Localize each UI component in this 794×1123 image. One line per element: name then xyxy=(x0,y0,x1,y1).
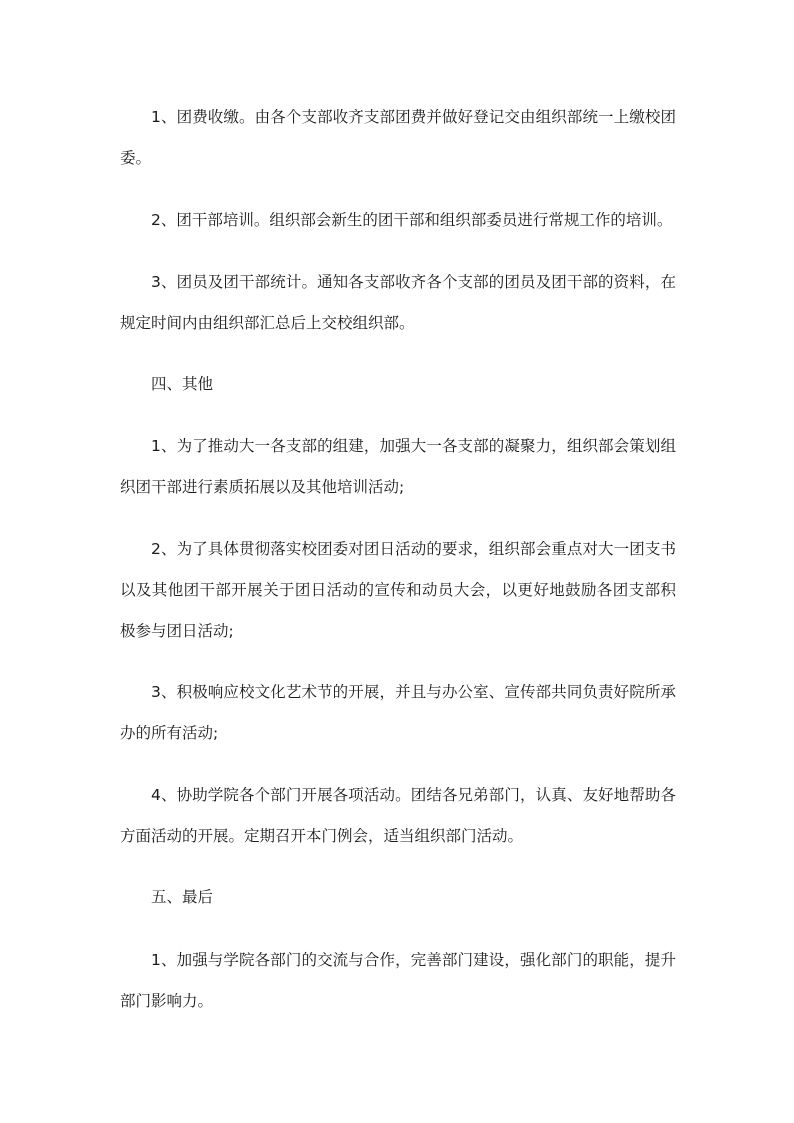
paragraph-cadre-training: 2、团干部培训。组织部会新生的团干部和组织部委员进行常规工作的培训。 xyxy=(151,211,673,229)
paragraph-freshman-branches: 1、为了推动大一各支部的组建，加强大一各支部的凝聚力，组织部会策划组织团干部进行素质拓展以及其他培训活动; xyxy=(120,437,676,496)
paragraph-member-statistics: 3、团员及团干部统计。通知各支部收齐各个支部的团员及团干部的资料，在规定时间内由组织部汇总后上交校组织部。 xyxy=(120,273,676,332)
paragraph-assist-departments: 4、协助学院各个部门开展各项活动。团结各兄弟部门，认真、友好地帮助各方面活动的开展。定期召开本门例会，适当组织部门活动。 xyxy=(120,786,676,845)
section-heading-finally: 五、最后 xyxy=(151,888,214,906)
paragraph-strengthen-exchange: 1、加强与学院各部门的交流与合作，完善部门建设，强化部门的职能，提升部门影响力。 xyxy=(120,951,676,1010)
section-heading-other: 四、其他 xyxy=(151,375,214,393)
paragraph-league-fee: 1、团费收缴。由各个支部收齐支部团费并做好登记交由组织部统一上缴校团委。 xyxy=(120,108,676,167)
paragraph-art-festival: 3、积极响应校文化艺术节的开展，并且与办公室、宣传部共同负责好院所承办的所有活动; xyxy=(120,683,676,742)
paragraph-league-day: 2、为了具体贯彻落实校团委对团日活动的要求，组织部会重点对大一团支书以及其他团干部开展关于团日活动的宣传和动员大会，以更好地鼓励各团支部积极参与团日活动; xyxy=(120,540,676,640)
